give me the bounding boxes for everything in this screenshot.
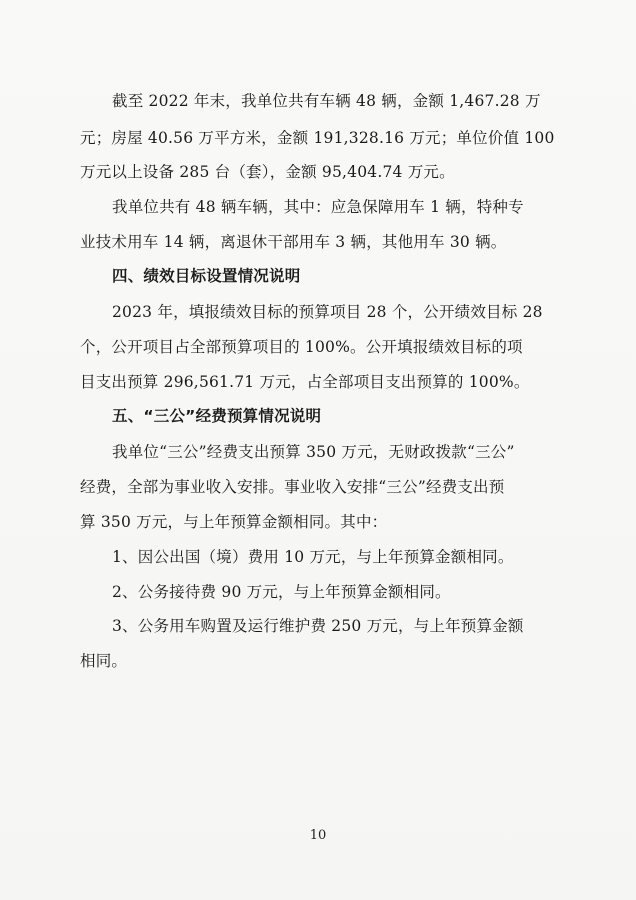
page-number: 10 [309, 828, 327, 843]
paragraph-line: 目支出预算 296,561.71 万元，占全部项目支出预算的 100%。 [80, 373, 530, 391]
paragraph-line: 个，公开项目占全部预算项目的 100%。公开填报绩效目标的项 [80, 338, 523, 356]
paragraph-line: 元；房屋 40.56 万平方米，金额 191,328.16 万元；单位价值 100 [80, 129, 555, 147]
section-heading-performance: 四、绩效目标设置情况说明 [112, 267, 301, 285]
section-heading-three-public: 五、“三公”经费预算情况说明 [112, 407, 322, 425]
list-item: 3、公务用车购置及运行维护费 250 万元，与上年预算金额 [112, 617, 524, 635]
list-item: 2、公务接待费 90 万元，与上年预算金额相同。 [112, 583, 451, 601]
paragraph-line: 相同。 [80, 652, 128, 670]
paragraph-line: 万元以上设备 285 台（套），金额 95,404.74 万元。 [80, 163, 455, 181]
paragraph-line: 经费，全部为事业收入安排。事业收入安排“三公”经费支出预 [80, 478, 505, 496]
paragraph-line: 2023 年，填报绩效目标的预算项目 28 个，公开绩效目标 28 [112, 303, 543, 321]
paragraph-line: 截至 2022 年末，我单位共有车辆 48 辆，金额 1,467.28 万 [112, 92, 541, 110]
paragraph-line: 业技术用车 14 辆，离退休干部用车 3 辆，其他用车 30 辆。 [80, 233, 507, 251]
paragraph-line: 我单位共有 48 辆车辆，其中：应急保障用车 1 辆，特种专 [112, 198, 524, 216]
paragraph-line: 我单位“三公”经费支出预算 350 万元，无财政拨款“三公” [112, 443, 515, 461]
paragraph-line: 算 350 万元，与上年预算金额相同。其中： [80, 513, 388, 531]
list-item: 1、因公出国（境）费用 10 万元，与上年预算金额相同。 [112, 548, 514, 566]
